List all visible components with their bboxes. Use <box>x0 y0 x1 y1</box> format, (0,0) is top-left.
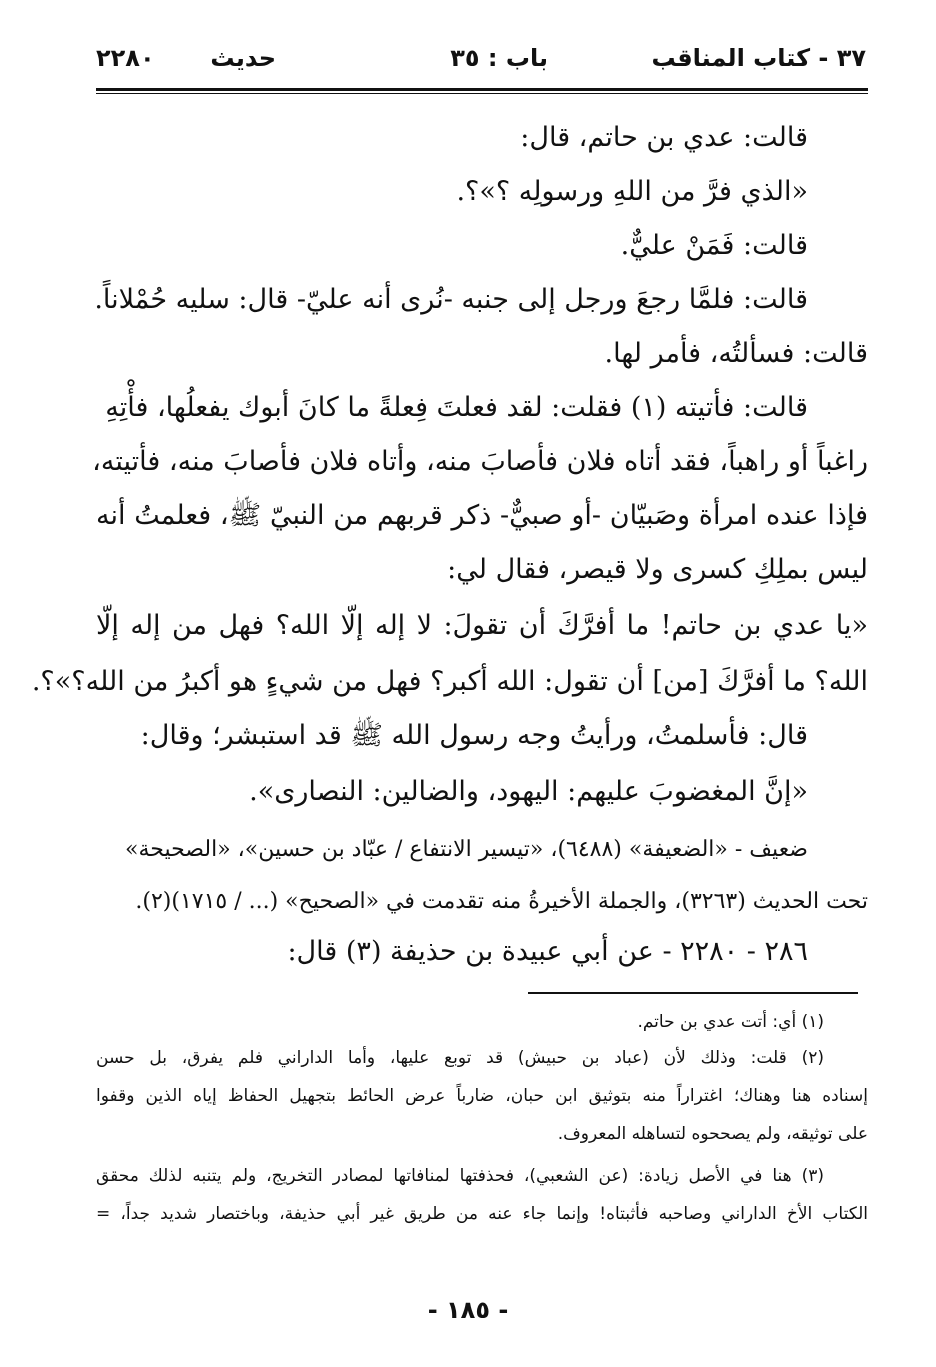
text-line: قالت: فسألتُه، فأمر لها. <box>604 338 868 369</box>
footnote-line: على توثيقه، ولم يصححوه لتساهله المعروف. <box>557 1124 868 1144</box>
text-line: ليس بملِكِ كسرى ولا قيصر، فقال لي: <box>447 554 868 585</box>
source-line: تحت الحديث (٣٢٦٣)، والجملة الأخيرةُ منه تقدمت في «الصحيح» (... / ١٧١٥)(٢). <box>135 889 868 914</box>
next-hadith-line: ٢٨٦ - ٢٢٨٠ - عن أبي عبيدة بن حذيفة (٣) قال: <box>287 936 808 967</box>
footnote-line: إسناده هنا وهناك؛ اغتراراً منه بتوثيق ابن حبان، ضارباً عرض الحائط بتجهيل الحفاظ إياه الذين وقفوا <box>96 1086 868 1106</box>
text-line: قال: فأسلمتُ، ورأيتُ وجه رسول الله ﷺ قد استبشر؛ وقال: <box>140 720 808 751</box>
text-line: فإذا عنده امرأة وصَبيّان -أو صبيٌّ- ذكر قربهم من النبيّ ﷺ، فعلمتُ أنه <box>96 500 868 531</box>
footnote-line: (٣) هنا في الأصل زيادة: (عن الشعبي)، فحذفتها لمنافاتها لمصادر التخريج، ولم يتنبه لذلك محقق <box>96 1166 824 1186</box>
bab-number: باب : ٣٥ <box>450 44 548 72</box>
text-line: «إنَّ المغضوبَ عليهم: اليهود، والضالين: النصارى». <box>249 776 808 807</box>
text-line: قالت: فَمَنْ عليٌّ. <box>620 230 808 261</box>
hadith-number: ٢٢٨٠ <box>96 44 155 72</box>
source-line: ضعيف - «الضعيفة» (٦٤٨٨)، «تيسير الانتفاع / عبّاد بن حسين»، «الصحيحة» <box>125 837 808 862</box>
running-header <box>96 38 866 82</box>
text-line: قالت: عدي بن حاتم، قال: <box>520 122 808 153</box>
page-number: - ١٨٥ - <box>427 1296 509 1324</box>
text-line: الله؟ ما أفرَّكَ [من] أن تقول: الله أكبر؟ فهل من شيءٍ هو أكبرُ من الله؟»؟. <box>31 666 868 697</box>
text-line: قالت: فأتيته (١) فقلت: لقد فعلتَ فِعلةً ما كانَ أبوك يفعلُها، فأْتِهِ <box>105 392 808 423</box>
footnote-rule <box>528 992 858 994</box>
hadith-label: حديث <box>210 44 276 72</box>
text-line: قالت: فلمَّا رجعَ ورجل إلى جنبه -نُرى أنه عليّ- قال: سليه حُمْلاناً. <box>94 284 808 315</box>
footnote-line: (٢) قلت: وذلك لأن (عباد بن حبيش) قد توبع عليها، وأما الداراني فلم يفرق، بل حسن <box>96 1048 824 1068</box>
text-line: راغباً أو راهباً، فقد أتاه فلان فأصابَ منه، وأتاه فلان فأصابَ منه، فأتيته، <box>92 446 868 477</box>
text-line: «يا عدي بن حاتم! ما أفرَّكَ أن تقولَ: لا إله إلّا الله؟ فهل من إله إلّا <box>96 610 868 641</box>
footnote-line: الكتاب الأخ الداراني وصاحبه فأثبتاه! وإنما جاء عنه من طريق غير أبي حذيفة، وباختصار شديد جداً، = <box>96 1204 868 1224</box>
chapter-title: ٣٧ - كتاب المناقب <box>651 44 866 72</box>
header-rule <box>96 88 868 94</box>
footnote-line: (١) أي: أتت عدي بن حاتم. <box>637 1012 824 1032</box>
text-line: «الذي فرَّ من اللهِ ورسولِه ؟»؟. <box>456 176 808 207</box>
